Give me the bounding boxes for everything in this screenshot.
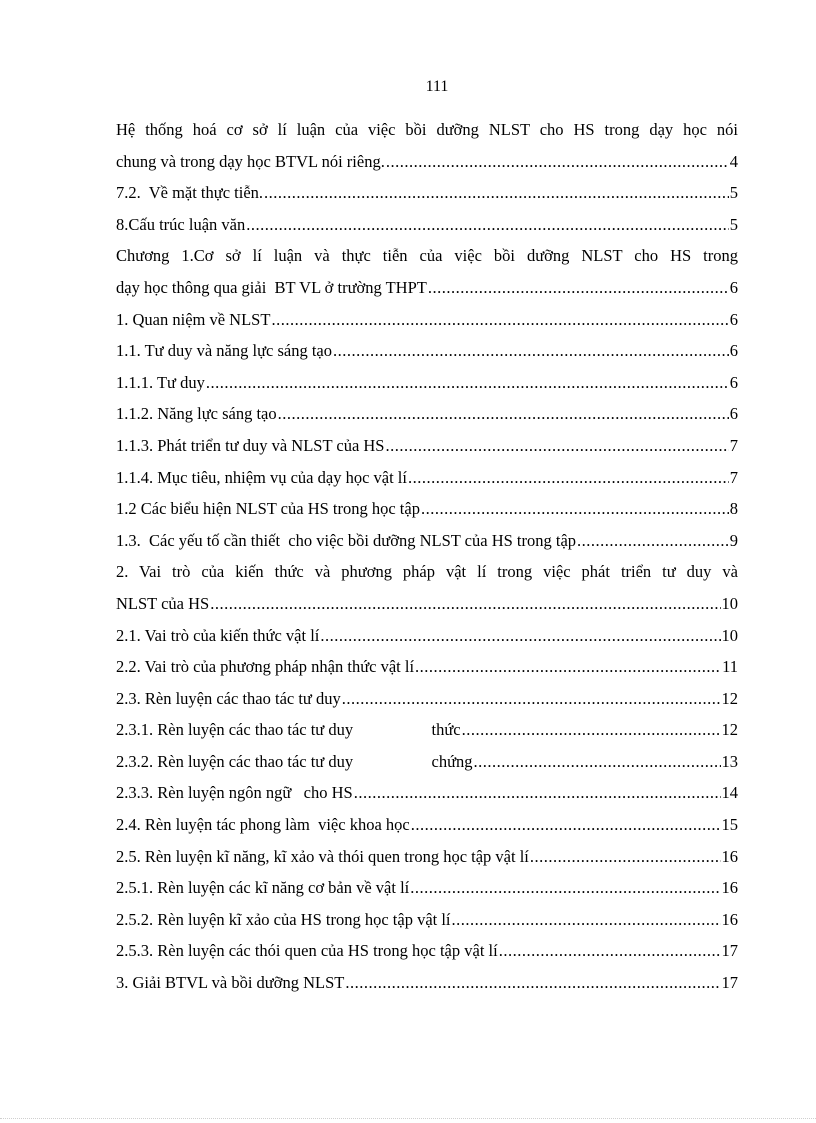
toc-entry-page: 15	[721, 815, 738, 835]
dot-leader	[246, 209, 729, 241]
dot-leader	[345, 967, 720, 999]
toc-entry-page: 6	[729, 277, 738, 297]
toc-entry-page: 17	[721, 941, 738, 961]
dot-leader	[410, 872, 720, 904]
dot-leader	[206, 367, 729, 399]
dot-leader	[530, 841, 721, 873]
toc-entry-title: 2.3.3. Rèn luyện ngôn ngữ cho HS	[116, 783, 353, 803]
toc-entry-title: 1.2 Các biểu hiện NLST của HS trong học tập	[116, 499, 420, 519]
dot-leader	[577, 525, 729, 557]
toc-entry-title: 2.1. Vai trò của kiến thức vật lí	[116, 625, 320, 645]
toc-entry[interactable]	[116, 714, 738, 746]
toc-entry-title: chung và trong dạy học BTVL nói riêng.	[116, 151, 385, 171]
toc-entry[interactable]	[116, 651, 738, 683]
toc-entry-title: 1.1. Tư duy và năng lực sáng tạo	[116, 341, 332, 361]
toc-entry-title: 2.5.3. Rèn luyện các thói quen của HS trong học tập vật lí	[116, 941, 498, 961]
toc-entry-title: 2.5.2. Rèn luyện kĩ xảo của HS trong học tập vật lí	[116, 909, 451, 929]
toc-entry-page: 14	[721, 783, 738, 803]
toc-entry-title: dạy học thông qua giải BT VL ở trường THPT	[116, 277, 427, 297]
dot-leader	[210, 588, 720, 620]
toc-entry[interactable]	[116, 746, 738, 778]
dot-leader	[333, 335, 729, 367]
toc-entry[interactable]	[116, 335, 738, 367]
dot-leader	[264, 177, 729, 209]
toc-entry-page: 10	[721, 593, 738, 613]
toc-entry-line: Chương 1.Cơ sở lí luận và thực tiễn của việc bồi dưỡng NLST cho HS trong	[116, 246, 738, 266]
page-bottom-rule	[0, 1118, 816, 1119]
dot-leader	[278, 398, 729, 430]
toc-entry[interactable]	[116, 620, 738, 652]
toc-entry[interactable]	[116, 462, 738, 494]
toc-entry-title: 3. Giải BTVL và bồi dưỡng NLST	[116, 973, 345, 993]
dot-leader	[408, 462, 729, 494]
toc-entry[interactable]	[116, 430, 738, 462]
toc-entry-page: 7	[729, 467, 738, 487]
dot-leader	[386, 430, 729, 462]
page-number: 111	[425, 78, 449, 95]
toc-entry-title: 1.1.4. Mục tiêu, nhiệm vụ của dạy học vật lí	[116, 467, 407, 487]
toc-entry[interactable]	[116, 809, 738, 841]
toc-entry[interactable]	[116, 493, 738, 525]
toc-entry-page: 17	[721, 973, 738, 993]
toc-entry-title: 2.3. Rèn luyện các thao tác tư duy	[116, 688, 341, 708]
toc-entry[interactable]	[116, 904, 738, 936]
toc-entry-title: 2.5.1. Rèn luyện các kĩ năng cơ bản về vật lí	[116, 878, 410, 898]
toc-entry-page: 6	[729, 341, 738, 361]
dot-leader	[452, 904, 721, 936]
toc-entry[interactable]	[116, 683, 738, 715]
toc-entry[interactable]	[116, 146, 738, 178]
toc-entry-page: 4	[729, 151, 738, 171]
toc-entry[interactable]	[116, 777, 738, 809]
toc-entry-page: 11	[722, 657, 738, 677]
toc-entry-page: 8	[729, 499, 738, 519]
toc-entry-title: 1.1.2. Năng lực sáng tạo	[116, 404, 277, 424]
dot-leader	[386, 146, 729, 178]
toc-entry-title: 1.1.1. Tư duy	[116, 372, 205, 392]
toc-entry[interactable]	[116, 398, 738, 430]
dot-leader	[428, 272, 729, 304]
toc-entry[interactable]	[116, 304, 738, 336]
toc-entry-line: 2. Vai trò của kiến thức và phương pháp vật lí trong việc phát triển tư duy và	[116, 562, 738, 582]
dot-leader	[415, 651, 721, 683]
toc-entry-page: 16	[721, 846, 738, 866]
toc-entry-title: 2.2. Vai trò của phương pháp nhận thức vật lí	[116, 657, 415, 677]
toc-entry-title: 1.3. Các yếu tố cần thiết cho việc bồi dưỡng NLST của HS trong tập	[116, 530, 577, 550]
toc-entry-title: 2.5. Rèn luyện kĩ năng, kĩ xảo và thói quen trong học tập vật lí	[116, 846, 529, 866]
toc-entry[interactable]	[116, 272, 738, 304]
toc-entry[interactable]	[116, 967, 738, 999]
toc-entry[interactable]	[116, 872, 738, 904]
toc-entry-page: 16	[721, 909, 738, 929]
toc-entry[interactable]	[116, 209, 738, 241]
toc-entry[interactable]	[116, 367, 738, 399]
toc-entry[interactable]	[116, 935, 738, 967]
toc-entry-page: 5	[729, 183, 738, 203]
toc-entry-page: 13	[721, 751, 738, 771]
toc-entry-page: 12	[721, 688, 738, 708]
dot-leader	[342, 683, 721, 715]
dot-leader	[354, 777, 721, 809]
dot-leader	[499, 935, 721, 967]
toc-entry[interactable]	[116, 177, 738, 209]
toc-entry-title: NLST của HS	[116, 593, 210, 613]
toc-entry-title: 7.2. Về mặt thực tiễn.	[116, 183, 264, 203]
dot-leader	[271, 304, 728, 336]
dot-leader	[320, 620, 720, 652]
toc-entry-title: 1.1.3. Phát triển tư duy và NLST của HS	[116, 435, 385, 455]
dot-leader	[462, 714, 721, 746]
toc-entry-page: 9	[729, 530, 738, 550]
dot-leader	[474, 746, 721, 778]
toc-entry[interactable]	[116, 588, 738, 620]
toc-entry-page: 6	[729, 404, 738, 424]
toc-entry-page: 10	[721, 625, 738, 645]
toc-entry-page: 6	[729, 372, 738, 392]
table-of-contents	[116, 114, 738, 999]
toc-entry-title: 2.3.2. Rèn luyện các thao tác tư duy chứng	[116, 751, 473, 771]
toc-entry-page: 12	[721, 720, 738, 740]
toc-entry-page: 7	[729, 435, 738, 455]
toc-entry-page: 16	[721, 878, 738, 898]
toc-entry-title: 2.4. Rèn luyện tác phong làm việc khoa học	[116, 815, 410, 835]
dot-leader	[421, 493, 729, 525]
dot-leader	[411, 809, 721, 841]
toc-entry-line: Hệ thống hoá cơ sở lí luận của việc bồi dưỡng NLST cho HS trong dạy học nói	[116, 120, 738, 139]
toc-entry-title: 8.Cấu trúc luận văn	[116, 214, 246, 234]
toc-entry-page: 6	[729, 309, 738, 329]
toc-entry-title: 1. Quan niệm về NLST	[116, 309, 271, 329]
toc-entry[interactable]	[116, 841, 738, 873]
toc-entry-page: 5	[729, 214, 738, 234]
toc-entry-title: 2.3.1. Rèn luyện các thao tác tư duy thức	[116, 720, 461, 740]
toc-entry[interactable]	[116, 525, 738, 557]
